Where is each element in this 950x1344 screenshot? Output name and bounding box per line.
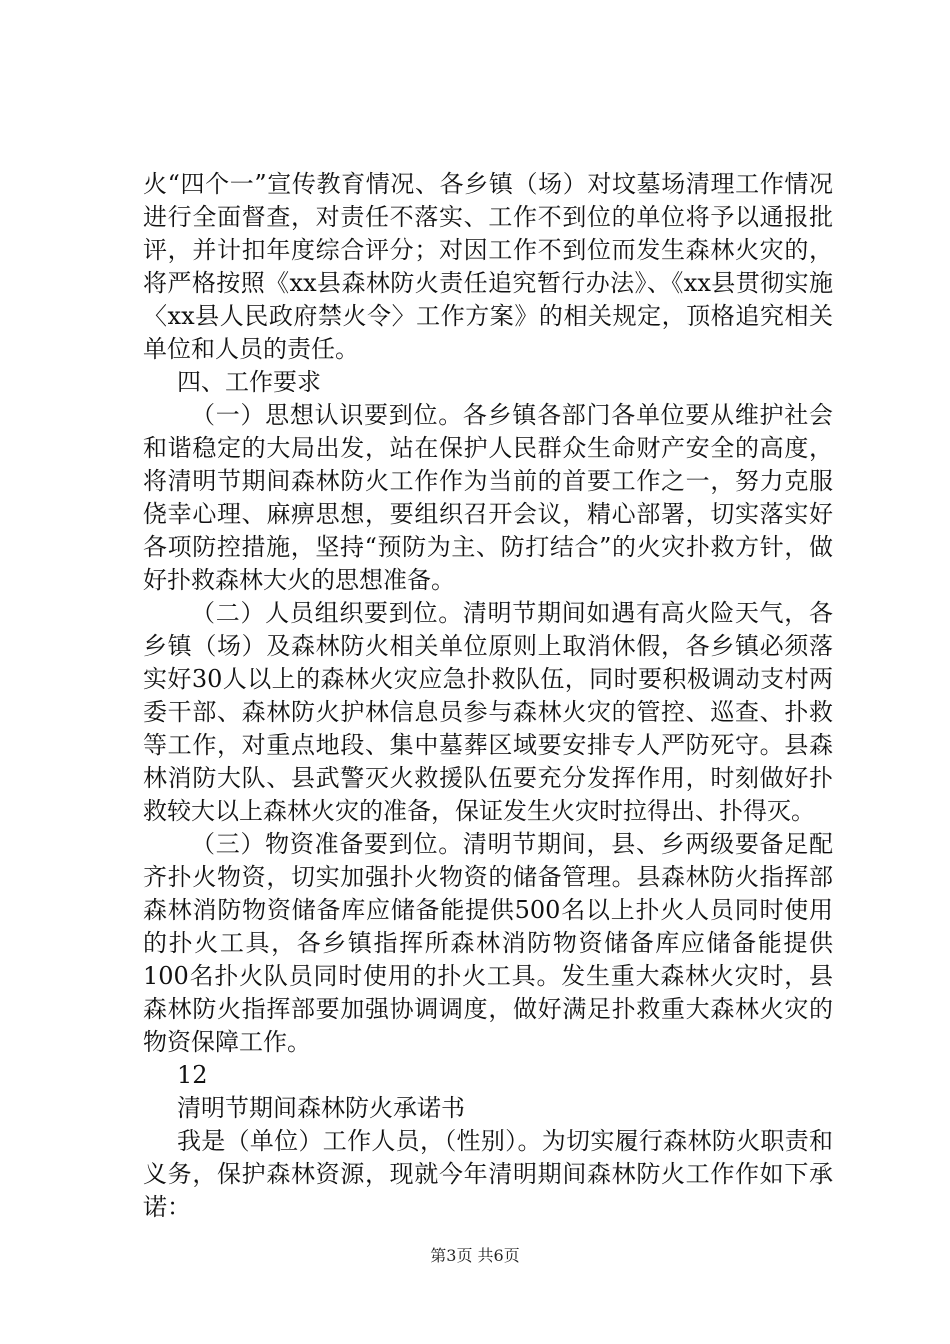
section-number: 12 xyxy=(177,1061,208,1089)
requirement-paragraph-2: （二）人员组织要到位。清明节期间如遇有高火险天气，各乡镇（场）及森林防火相关单位原则上取消休假，各乡镇必须落实好30人以上的森林火灾应急扑救队伍，同时要积极调动支村两委干部、森林防火护林信息员参与森林火灾的管控、巡查、扑救等工作，对重点地段、集中墓葬区域要安排专人严防死守。县森林消防大队、县武警灭火救援队伍要充分发挥作用，时刻做好扑救较大以上森林火灾的准备，保证发生火灾时拉得出、扑得灭。 xyxy=(143,599,833,825)
requirement-paragraph-3: （三）物资准备要到位。清明节期间，县、乡两级要备足配齐扑火物资，切实加强扑火物资的储备管理。县森林防火指挥部森林消防物资储备库应储备能提供500名以上扑火人员同时使用的扑火工具，各乡镇指挥所森林消防物资储备库应储备能提供100名扑火队员同时使用的扑火工具。发生重大森林火灾时，县森林防火指挥部要加强协调调度，做好满足扑救重大森林火灾的物资保障工作。 xyxy=(143,830,833,1056)
section-heading: 四、工作要求 xyxy=(177,368,321,396)
document-body xyxy=(143,168,833,1224)
continued-paragraph: 火“四个一”宣传教育情况、各乡镇（场）对坟墓场清理工作情况进行全面督查，对责任不落实、工作不到位的单位将予以通报批评，并计扣年度综合评分；对因工作不到位而发生森林火灾的，将严格按照《xx县森林防火责任追究暂行办法》、《xx县贯彻实施〈xx县人民政府禁火令〉工作方案》的相关规定，顶格追究相关单位和人员的责任。 xyxy=(143,170,833,363)
requirement-paragraph-1: （一）思想认识要到位。各乡镇各部门各单位要从维护社会和谐稳定的大局出发，站在保护人民群众生命财产安全的高度，将清明节期间森林防火工作作为当前的首要工作之一，努力克服侥幸心理、麻痹思想，要组织召开会议，精心部署，切实落实好各项防控措施，坚持“预防为主、防打结合”的火灾扑救方针，做好扑救森林大火的思想准备。 xyxy=(143,401,833,594)
pledge-intro-paragraph: 我是（单位）工作人员，（性别）。为切实履行森林防火职责和义务，保护森林资源，现就今年清明期间森林防火工作作如下承诺： xyxy=(143,1127,833,1221)
page-footer: 第3页 共6页 xyxy=(430,1246,520,1265)
next-document-title: 清明节期间森林防火承诺书 xyxy=(177,1094,465,1122)
